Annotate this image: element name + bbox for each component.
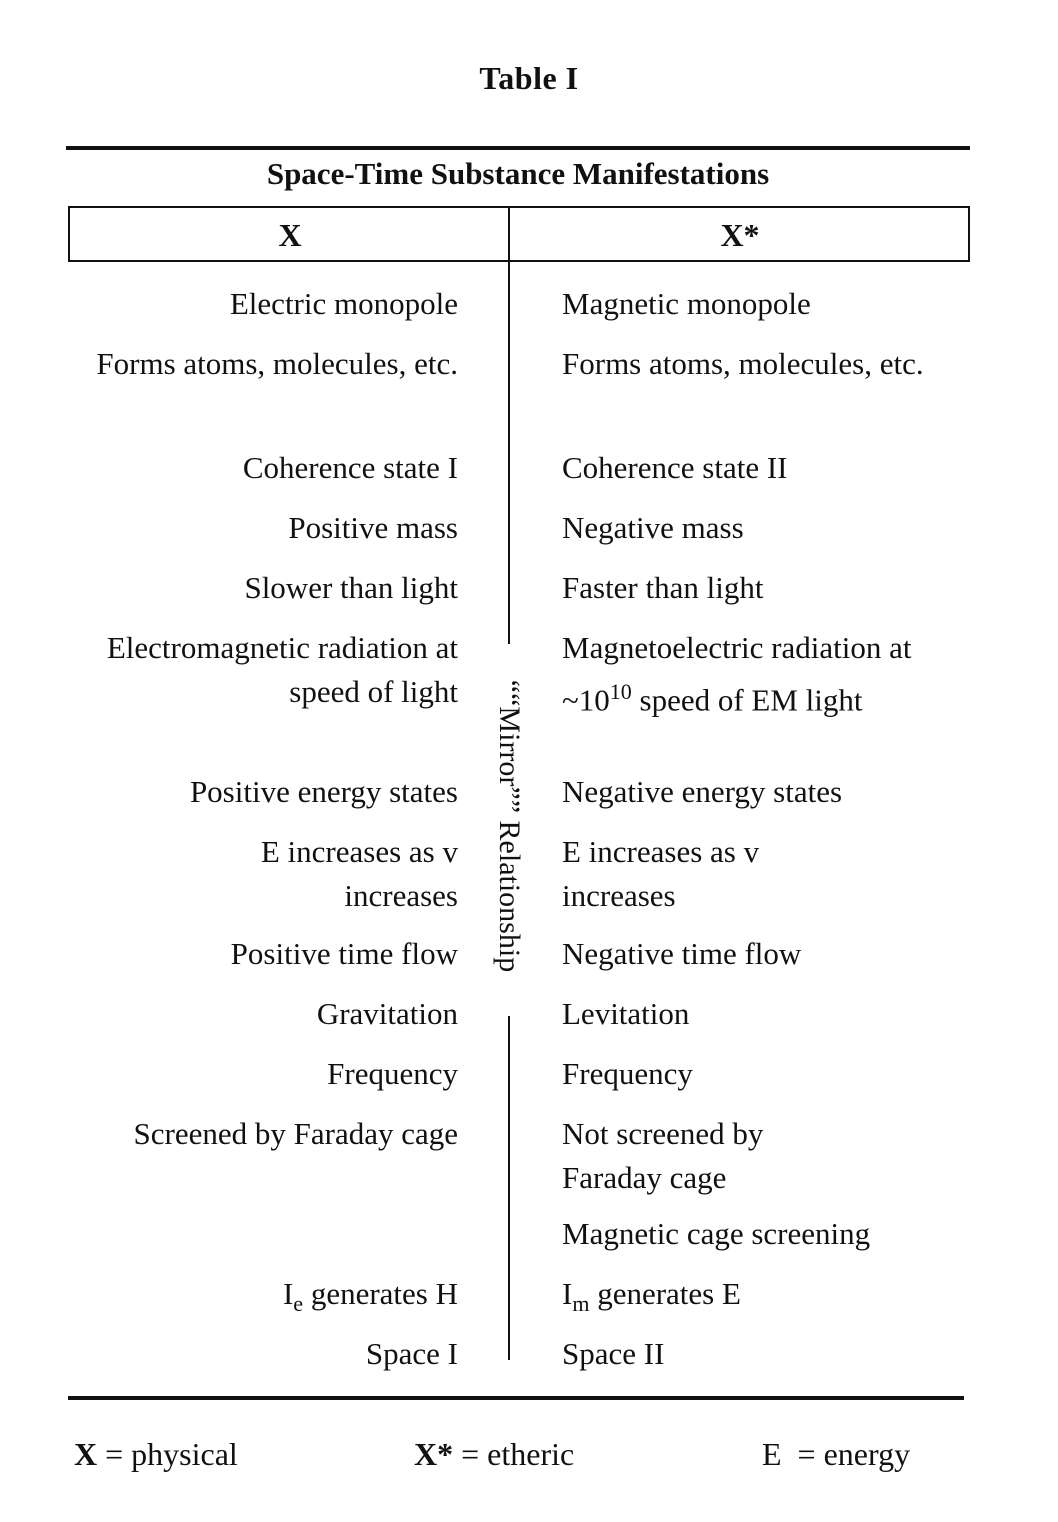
cell-x: Positive time flow	[230, 936, 458, 971]
table-row	[0, 1112, 1058, 1212]
table-row	[0, 992, 1058, 1052]
column-header-x-star: X*	[720, 217, 760, 253]
cell-x: Forms atoms, molecules, etc.	[96, 346, 458, 381]
legend-definition: = physical	[97, 1436, 238, 1472]
legend	[0, 1436, 1058, 1480]
cell-x-subscript: e	[293, 1291, 304, 1317]
cell-x-star: Negative time flow	[562, 936, 802, 971]
legend-item	[74, 1436, 238, 1473]
table-row	[0, 282, 1058, 342]
cell-x-star: Coherence state II	[562, 450, 788, 485]
bottom-rule	[68, 1396, 964, 1400]
legend-item	[762, 1436, 910, 1473]
column-header-row	[68, 206, 970, 262]
cell-x: Coherence state I	[242, 450, 458, 485]
legend-definition: = etheric	[453, 1436, 575, 1472]
table-title: Table I	[479, 60, 579, 96]
table-row	[0, 566, 1058, 626]
legend-symbol: X	[74, 1436, 98, 1472]
cell-x-star-rest: generates E	[589, 1276, 741, 1311]
legend-item	[414, 1436, 574, 1473]
cell-x-star-text-a: Magnetoelectric radiation at ~10	[562, 630, 912, 718]
table-row	[0, 1052, 1058, 1112]
table-row	[0, 770, 1058, 830]
cell-x-star-subscript: m	[572, 1291, 590, 1317]
table-row	[0, 1212, 1058, 1272]
cell-x	[58, 1272, 458, 1326]
cell-x: Frequency	[327, 1056, 458, 1091]
cell-x-star: Forms atoms, molecules, etc.	[562, 346, 924, 381]
cell-x-star: Negative mass	[562, 510, 744, 545]
mirror-relationship-text: ““Mirror”” Relationship	[493, 679, 526, 973]
cell-x-star: Magnetic cage screening	[562, 1216, 871, 1251]
table-row	[0, 830, 1058, 932]
cell-x: Space I	[365, 1336, 458, 1371]
cell-x: Electric monopole	[229, 286, 458, 321]
cell-x-star: E increases as v increases	[562, 834, 760, 913]
column-header-x: X	[278, 217, 302, 253]
cell-x: E increases as v increases	[260, 834, 458, 913]
table-row	[0, 932, 1058, 992]
cell-x-star: Levitation	[562, 996, 690, 1031]
cell-x: Gravitation	[316, 996, 458, 1031]
table-row	[0, 1272, 1058, 1332]
legend-symbol: X*	[414, 1436, 454, 1472]
cell-x-star: Frequency	[562, 1056, 693, 1091]
cell-x-star: Space II	[562, 1336, 665, 1371]
cell-x: Positive energy states	[189, 774, 458, 809]
legend-definition: = energy	[781, 1436, 911, 1472]
cell-x-star: Negative energy states	[562, 774, 843, 809]
cell-x-base: I	[282, 1276, 294, 1311]
cell-x: Screened by Faraday cage	[133, 1116, 458, 1151]
cell-x-rest: generates H	[303, 1276, 458, 1311]
cell-x-star-text-b: speed of EM light	[631, 682, 863, 718]
cell-x: Slower than light	[244, 570, 458, 605]
cell-x-star: Not screened by Faraday cage	[562, 1116, 764, 1195]
cell-x-star: Magnetic monopole	[562, 286, 811, 321]
top-rule	[66, 146, 970, 150]
cell-x-star-base: I	[562, 1276, 573, 1311]
table-body	[0, 282, 1058, 1392]
table-row	[0, 1332, 1058, 1392]
table-subtitle: Space-Time Substance Manifestations	[266, 156, 770, 191]
table-row	[0, 626, 1058, 770]
table-row	[0, 342, 1058, 446]
cell-x: Electromagnetic radiation at speed of light	[106, 630, 458, 709]
cell-x-star	[562, 1272, 982, 1326]
table-row	[0, 446, 1058, 506]
legend-symbol: E	[762, 1436, 782, 1472]
cell-x-star: Faster than light	[562, 570, 764, 605]
cell-x-star	[562, 626, 966, 722]
cell-x-star-exponent: 10	[609, 679, 632, 704]
cell-x: Positive mass	[288, 510, 458, 545]
table-row	[0, 506, 1058, 566]
